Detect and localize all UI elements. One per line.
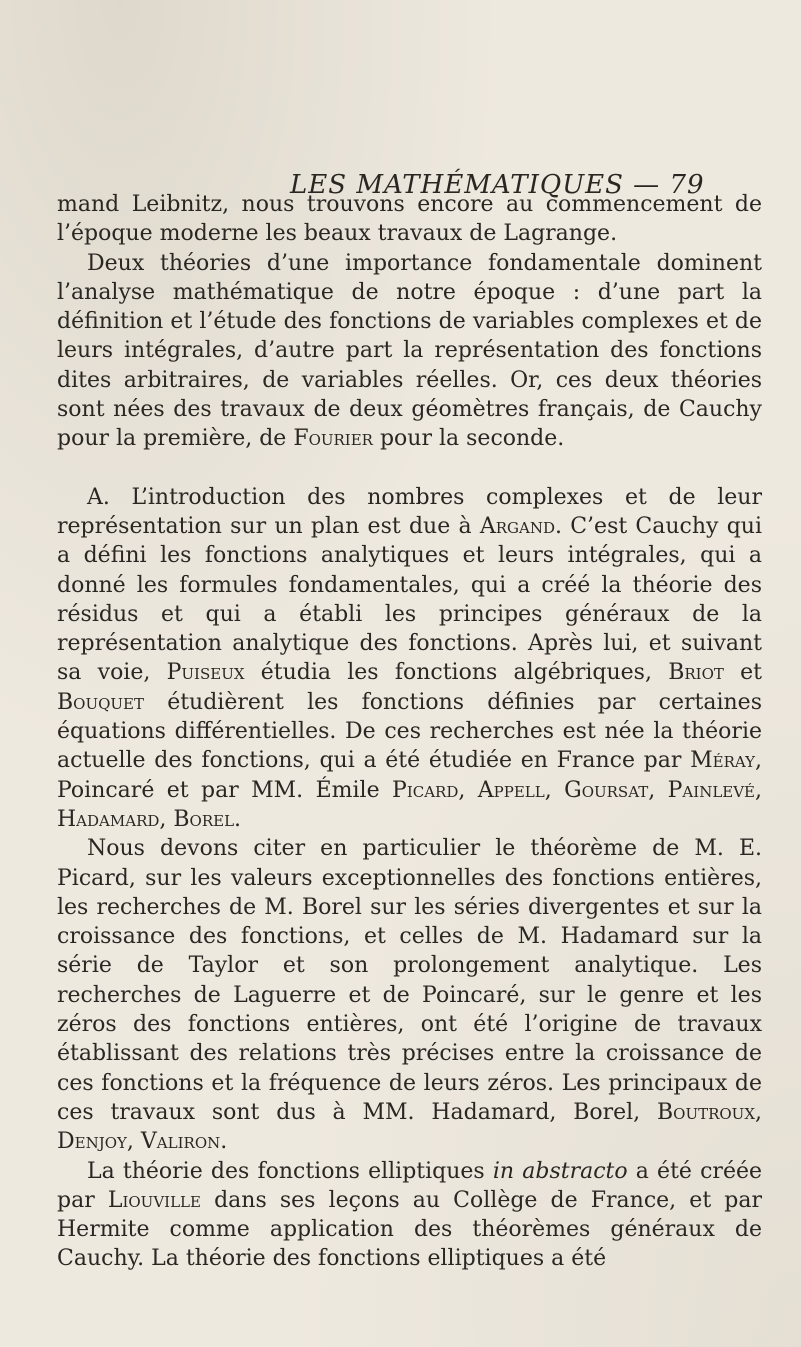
latin-phrase: in abstracto	[492, 1158, 628, 1184]
name-meray: Méray	[690, 748, 755, 774]
name-argand: Argand	[479, 513, 555, 539]
paragraph-elliptic-functions: La théorie des fonctions elliptiques in abstracto a été créée par Liouville dans ses leçons au Collège de France, et par Hermite comme application des théorèmes généraux de Cauchy. La théorie des fonctions elliptiques a été	[57, 1158, 762, 1272]
name-bouquet: Bouquet	[57, 689, 144, 715]
paragraph-section-a: A. L’introduction des nombres complexes et de leur représentation sur un plan est due à Argand. C’est Cauchy qui a défini les fonctions analytiques et leurs intégrales, qui a donné les formules fondamentales, qui a créé la théorie des résidus et qui a établi les principes généraux de la représentation analytique des fonctions. Après lui, et suivant sa voie, Puiseux étudia les fonctions algébriques, Briot et Bouquet étudièrent les fonctions définies par certaines équations différentielles. De ces recherches est née la théorie actuelle des fonctions, qui a été étudiée en France par Méray, Poincaré et par MM. Émile Picard, Appell, Goursat, Painlevé, Hadamard, Borel.	[57, 484, 762, 832]
paragraph-picard-theorem: Nous devons citer en particulier le théorème de M. E. Picard, sur les valeurs exceptionnelles des fonctions entières, les recherches de M. Borel sur les séries divergentes et sur la croissance des fonctions, et celles de M. Hadamard sur la série de Taylor et son prolongement analytique. Les recherches de Laguerre et de Poincaré, sur le genre et les zéros des fonctions entières, ont été l’origine de travaux établissant des relations très précises entre la croissance de ces fonctions et la fréquence de leurs zéros. Les principaux de ces travaux sont dus à MM. Hadamard, Borel, Boutroux, Denjoy, Valiron.	[57, 836, 762, 1155]
names-list: Appell, Goursat, Painlevé, Hadamard, Borel	[57, 777, 762, 832]
body-text	[57, 190, 762, 1274]
page-number: 79	[669, 170, 705, 200]
name-picard: Picard	[392, 777, 459, 803]
name-briot: Briot	[668, 660, 724, 686]
header-separator: —	[633, 170, 661, 200]
name-liouville: Liouville	[107, 1187, 201, 1213]
running-title: LES MATHÉMATIQUES	[290, 170, 624, 200]
name-fourier: Fourier	[293, 426, 373, 452]
paragraph-two-theories: Deux théories d’une importance fondamentale dominent l’analyse mathématique de notre époque : d’une part la définition et l’étude des fonctions de variables complexes et de leurs intégrales, d’autre part la représentation des fonctions dites arbitraires, de variables réelles. Or, ces deux théories sont nées des travaux de deux géomètres français, de Cauchy pour la première, de Fourier pour la seconde.	[57, 250, 762, 452]
names-boutroux-denjoy-valiron: Boutroux, Denjoy, Valiron	[57, 1099, 762, 1155]
name-puiseux: Puiseux	[166, 660, 245, 686]
paragraph-continuation: mand Leibnitz, nous trouvons encore au commencement de l’époque moderne les beaux travaux de Lagrange.	[57, 192, 762, 247]
